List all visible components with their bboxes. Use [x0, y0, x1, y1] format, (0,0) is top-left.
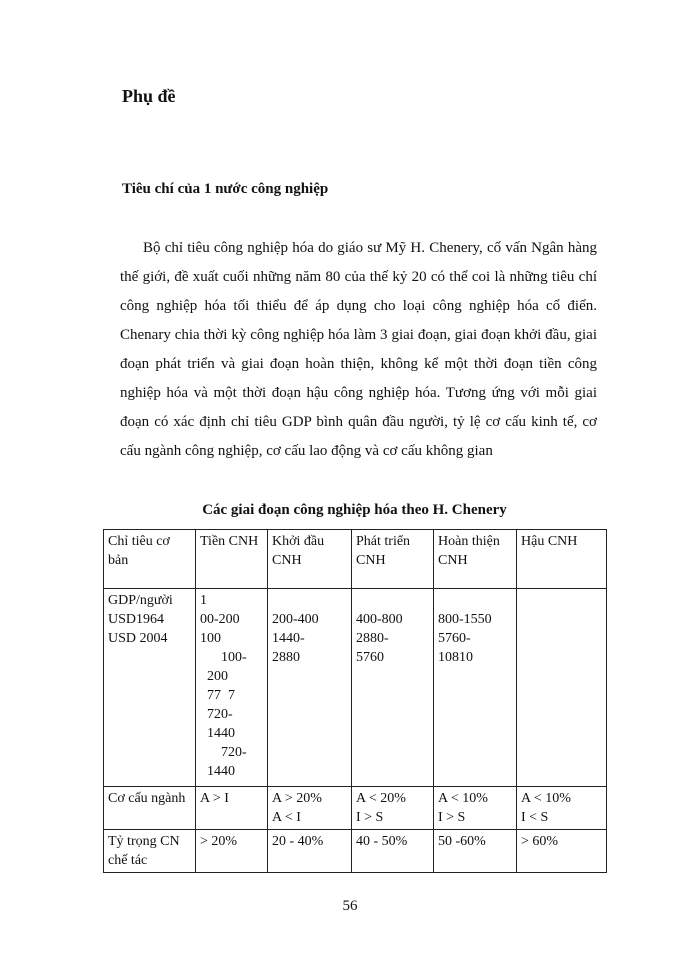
gdp-develop-cnh-cell: 400-800 2880- 5760 — [352, 589, 434, 787]
page-number: 56 — [342, 898, 358, 914]
header-cell-start-cnh: Khởi đầu CNH — [268, 530, 352, 589]
share-label-cell: Tỷ trọng CN chế tác — [104, 830, 196, 873]
gdp-pre-cnh-cell: 1 00-200 100 100- 200 77 7 720- 1440 720- 1440 — [196, 589, 268, 787]
table-caption: Các giai đoạn công nghiệp hóa theo H. Chenery — [202, 502, 507, 518]
gdp-complete-cnh-cell: 800-1550 5760- 10810 — [434, 589, 517, 787]
chenery-stages-table — [103, 529, 607, 873]
share-complete-cnh-cell: 50 -60% — [434, 830, 517, 873]
share-post-cnh-cell: > 60% — [517, 830, 607, 873]
table-row-gdp — [104, 589, 607, 787]
header-cell-complete-cnh: Hoàn thiện CNH — [434, 530, 517, 589]
gdp-start-cnh-cell: 200-400 1440- 2880 — [268, 589, 352, 787]
structure-label-cell: Cơ cấu ngành — [104, 787, 196, 830]
page-title: Phụ đề — [122, 86, 176, 106]
structure-complete-cnh-cell: A < 10% I > S — [434, 787, 517, 830]
table-header-row — [104, 530, 607, 589]
share-develop-cnh-cell: 40 - 50% — [352, 830, 434, 873]
header-cell-post-cnh: Hậu CNH — [517, 530, 607, 589]
body-paragraph: Bộ chỉ tiêu công nghiệp hóa do giáo sư Mỹ H. Chenery, cố vấn Ngân hàng thế giới, đề xuất cuối những năm 80 của thế kỷ 20 có thể coi là những tiêu chí công nghiệp hóa tối thiểu để áp dụng cho loại công nghiệp hóa cổ điển. Chenary chia thời kỳ công nghiệp hóa làm 3 giai đoạn, giai đoạn khởi đầu, giai đoạn phát triển và giai đoạn hoàn thiện, không kể một thời đoạn tiền công nghiệp hóa và một thời đoạn hậu công nghiệp hóa. Tương ứng với mỗi giai đoạn có xác định chỉ tiêu GDP bình quân đầu người, tỷ lệ cơ cấu kinh tế, cơ cấu ngành công nghiệp, cơ cấu lao động và cơ cấu không gian — [120, 240, 597, 459]
gdp-post-cnh-cell — [517, 589, 607, 787]
table-row-structure — [104, 787, 607, 830]
header-cell-indicator: Chỉ tiêu cơ bản — [104, 530, 196, 589]
section-title: Tiêu chí của 1 nước công nghiệp — [122, 181, 329, 197]
header-cell-develop-cnh: Phát triển CNH — [352, 530, 434, 589]
share-start-cnh-cell: 20 - 40% — [268, 830, 352, 873]
table-row-share — [104, 830, 607, 873]
share-pre-cnh-cell: > 20% — [196, 830, 268, 873]
structure-post-cnh-cell: A < 10% I < S — [517, 787, 607, 830]
gdp-label-cell: GDP/người USD1964 USD 2004 — [104, 589, 196, 787]
header-cell-pre-cnh: Tiền CNH — [196, 530, 268, 589]
structure-pre-cnh-cell: A > I — [196, 787, 268, 830]
structure-develop-cnh-cell: A < 20% I > S — [352, 787, 434, 830]
structure-start-cnh-cell: A > 20% A < I — [268, 787, 352, 830]
